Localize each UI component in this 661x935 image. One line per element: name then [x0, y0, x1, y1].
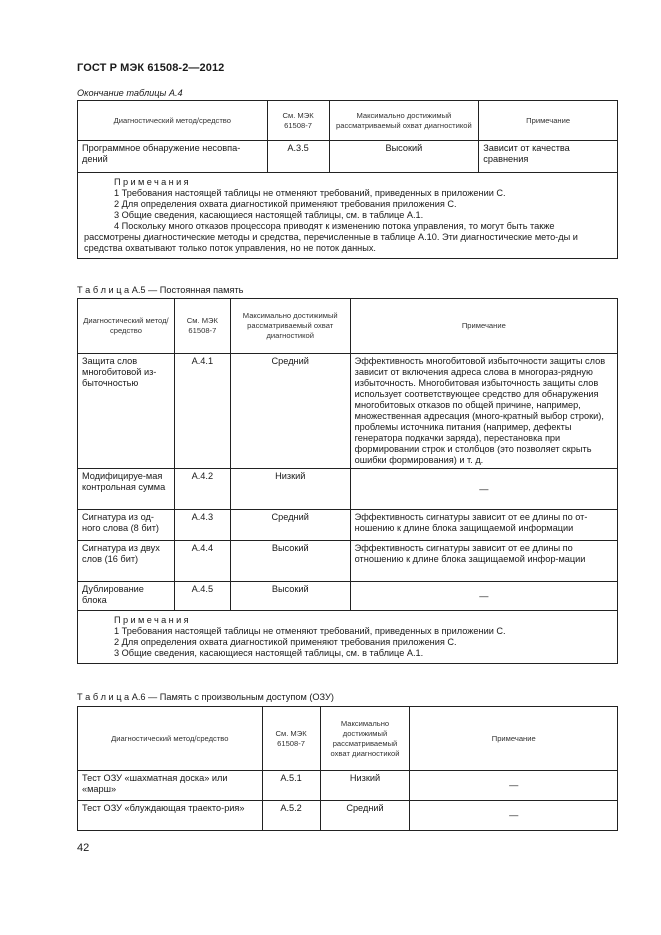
table-a4 [77, 100, 618, 259]
note-cell: Эффективность сигнатуры зависит от ее длины по от-ношению к длине блока защищаемой информации [350, 510, 617, 541]
header-ref: См. МЭК 61508-7 [262, 707, 320, 771]
table-row [78, 771, 618, 801]
ref-cell: A.4.4 [174, 541, 230, 582]
page-number: 42 [77, 842, 90, 854]
table-a5 [77, 298, 618, 664]
table-row [78, 541, 618, 582]
table-row [78, 582, 618, 611]
header-note: Примечание [479, 101, 618, 141]
method-cell: Тест ОЗУ «шахматная доска» или «марш» [78, 771, 263, 801]
header-ref: См. МЭК 61508-7 [174, 299, 230, 354]
coverage-cell: Средний [230, 354, 350, 469]
table-a6 [77, 706, 618, 831]
coverage-cell: Низкий [230, 469, 350, 510]
note-item: 3 Общие сведения, касающиеся настоящей таблицы, см. в таблице А.1. [114, 210, 424, 220]
table-a5-caption: Т а б л и ц а А.5 — Постоянная память [77, 285, 244, 295]
standard-header: ГОСТ Р МЭК 61508-2—2012 [77, 62, 225, 74]
header-note: Примечание [410, 707, 618, 771]
note-cell: — [410, 771, 618, 801]
coverage-cell: Высокий [230, 582, 350, 611]
note-item: 1 Требования настоящей таблицы не отменяют требований, приведенных в приложении С. [114, 626, 506, 636]
method-cell: Дублирование блока [78, 582, 175, 611]
note-cell: Эффективность многобитовой избыточности защиты слов зависит от включения адреса слова в многораз-рядную избыточность. Многобитовая избыточность защиты слов использует соответствующее средство для обнаружения многобитовых отказов по общей причине, например, множественная адресация (много-кратный выбор строки), проблемы источника питания (например, дефекты генератора подкачки заряда), перестановка при формировании строк и столбцов (это позволяет скрыть ошибки формирования) и т. д. [350, 354, 617, 469]
note-cell: — [350, 582, 617, 611]
method-cell: Модифицируе-мая контрольная сумма [78, 469, 175, 510]
ref-cell: A.5.1 [262, 771, 320, 801]
coverage-cell: Средний [320, 801, 410, 831]
note-item: 3 Общие сведения, касающиеся настоящей таблицы, см. в таблице А.1. [114, 648, 424, 658]
header-method: Диагностический метод/средство [78, 299, 175, 354]
note-item: 2 Для определения охвата диагностикой применяют требования приложения С. [114, 637, 457, 647]
table-a6-caption: Т а б л и ц а А.6 — Память с произвольным доступом (ОЗУ) [77, 692, 334, 702]
ref-cell: A.4.5 [174, 582, 230, 611]
note-item: 2 Для определения охвата диагностикой применяют требования приложения С. [114, 199, 457, 209]
method-cell: Защита слов многобитовой из-быточностью [78, 354, 175, 469]
coverage-cell: Высокий [230, 541, 350, 582]
table-row [78, 510, 618, 541]
note-item: 4 Поскольку много отказов процессора приводят к изменению потока управления, то могут быть также рассмотрены диагностические методы и средства, перечисленные в таблице А.10. Эти диагностические мето-ды и средства охватывают только поток управления, но не поток данных. [84, 221, 578, 253]
note-cell: — [410, 801, 618, 831]
ref-cell: A.4.2 [174, 469, 230, 510]
header-coverage: Максимально достижимый рассматриваемый охват диагностикой [329, 101, 479, 141]
header-coverage: Максимально достижимый рассматриваемый охват диагностикой [320, 707, 410, 771]
ref-cell: A.5.2 [262, 801, 320, 831]
table-a4-notes [78, 173, 618, 259]
coverage-cell: Высокий [329, 141, 479, 173]
method-cell: Сигнатура из двух слов (16 бит) [78, 541, 175, 582]
header-note: Примечание [350, 299, 617, 354]
ref-cell: A.4.1 [174, 354, 230, 469]
ref-cell: A.4.3 [174, 510, 230, 541]
table-row [78, 141, 618, 173]
table-row [78, 469, 618, 510]
method-cell: Программное обнаружение несовпа-дений [78, 141, 268, 173]
table-row [78, 801, 618, 831]
ref-cell: A.3.5 [267, 141, 329, 173]
header-method: Диагностический метод/средство [78, 101, 268, 141]
notes-title: Примечания [114, 177, 192, 187]
method-cell: Сигнатура из од-ного слова (8 бит) [78, 510, 175, 541]
note-cell: — [350, 469, 617, 510]
table-a4-caption: Окончание таблицы А.4 [77, 88, 183, 98]
table-row [78, 354, 618, 469]
notes-title: Примечания [114, 615, 192, 625]
coverage-cell: Низкий [320, 771, 410, 801]
method-cell: Тест ОЗУ «блуждающая траекто-рия» [78, 801, 263, 831]
coverage-cell: Средний [230, 510, 350, 541]
note-cell: Зависит от качества сравнения [479, 141, 618, 173]
note-item: 1 Требования настоящей таблицы не отменяют требований, приведенных в приложении С. [114, 188, 506, 198]
table-a5-notes [78, 611, 618, 664]
header-method: Диагностический метод/средство [78, 707, 263, 771]
header-coverage: Максимально достижимый рассматриваемый охват диагностикой [230, 299, 350, 354]
note-cell: Эффективность сигнатуры зависит от ее длины по отношению к длине блока защищаемой инфор-мации [350, 541, 617, 582]
header-ref: См. МЭК 61508-7 [267, 101, 329, 141]
